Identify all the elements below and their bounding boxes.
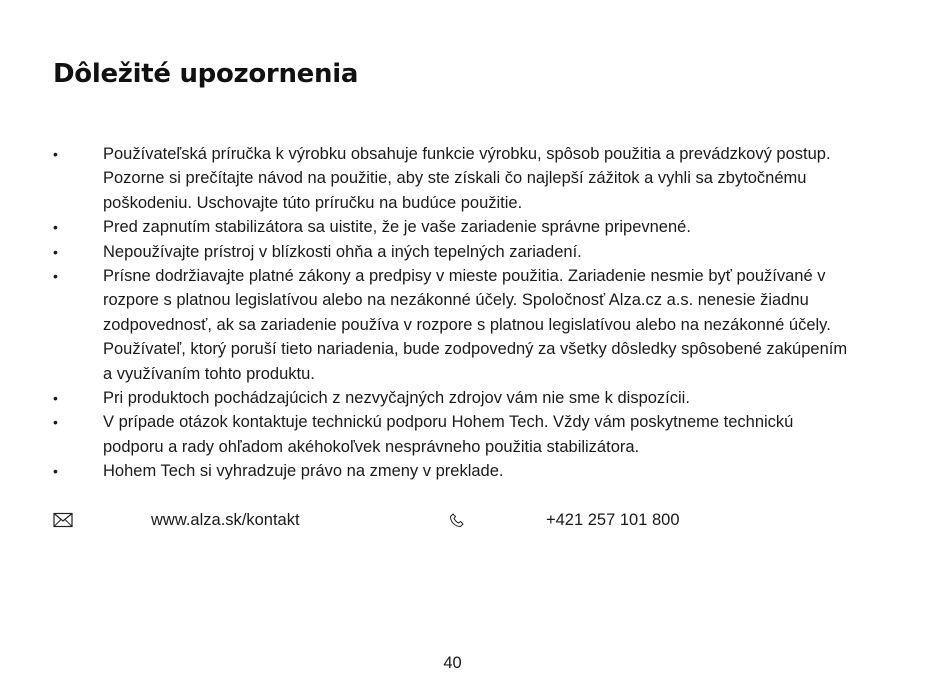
notice-item <box>53 410 853 459</box>
notice-item <box>53 240 853 264</box>
notice-item <box>53 264 853 386</box>
page-number: 40 <box>443 654 462 672</box>
notice-text: Používateľská príručka k výrobku obsahuje funkcie výrobku, spôsob použitia a prevádzkový postup. Pozorne si prečítajte návod na použitie, aby ste získali čo najlepší zážitok a vyhli sa zbytočnému poškodeniu. Uschovajte túto príručku na budúce použitie. <box>103 145 831 212</box>
bullet-icon: • <box>53 463 58 480</box>
notice-text: Hohem Tech si vyhradzuje právo na zmeny v preklade. <box>103 462 504 481</box>
bullet-icon: • <box>53 268 58 285</box>
notice-text: Pri produktoch pochádzajúcich z nezvyčajných zdrojov vám nie sme k dispozícii. <box>103 389 690 408</box>
bullet-icon: • <box>53 243 58 260</box>
notice-item <box>53 142 853 215</box>
notice-item <box>53 386 853 410</box>
bullet-icon: • <box>53 414 58 431</box>
envelope-icon <box>53 512 73 528</box>
phone-icon <box>449 512 465 528</box>
notice-text: Pred zapnutím stabilizátora sa uistite, že je vaše zariadenie správne pripevnené. <box>103 218 691 237</box>
notice-text: V prípade otázok kontaktuje technickú podporu Hohem Tech. Vždy vám poskytneme technickú podporu a rady ohľadom akéhokoľvek nesprávneho použitia stabilizátora. <box>103 413 794 456</box>
notice-text: Prísne dodržiavajte platné zákony a predpisy v mieste použitia. Zariadenie nesmie byť používané v rozpore s platnou legislatívou alebo na nezákonné účely. Spoločnosť Alza.cz a.s. nenesie žiadnu zodpovednosť, ak sa zariadenie používa v rozpore s platnou legislatívou alebo na nezákonné účely. Používateľ, ktorý poruší tieto nariadenia, bude zodpovedný za všetky dôsledky spôsobené zakúpením a využívaním tohto produktu. <box>103 267 848 383</box>
bullet-icon: • <box>53 390 58 407</box>
contact-url[interactable]: www.alza.sk/kontakt <box>151 511 300 529</box>
notice-item <box>53 459 853 483</box>
bullet-icon: • <box>53 146 58 162</box>
contact-row <box>53 508 853 532</box>
notice-list <box>53 142 853 484</box>
contact-phone[interactable]: +421 257 101 800 <box>546 511 680 529</box>
bullet-icon: • <box>53 219 58 236</box>
notice-item <box>53 215 853 239</box>
page-title: Dôležité upozornenia <box>53 59 359 89</box>
notice-text: Nepoužívajte prístroj v blízkosti ohňa a iných tepelných zariadení. <box>103 242 582 261</box>
